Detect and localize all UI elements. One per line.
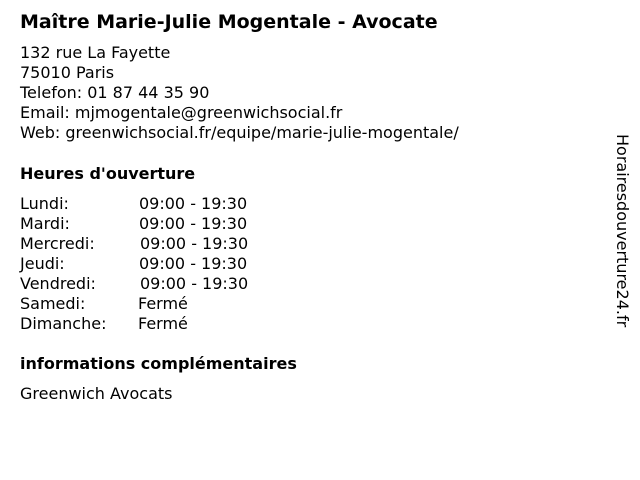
day-hours: Fermé <box>138 294 188 313</box>
day-hours: 09:00 - 19:30 <box>140 274 249 293</box>
day-hours: 09:00 - 19:30 <box>139 194 248 213</box>
day-label: Dimanche: <box>20 314 107 333</box>
additional-info-heading: informations complémentaires <box>20 354 297 373</box>
day-label: Mercredi: <box>20 234 95 253</box>
page-title: Maître Marie-Julie Mogentale - Avocate <box>20 11 438 33</box>
phone-number: Telefon: 01 87 44 35 90 <box>20 83 210 102</box>
email-address: Email: mjmogentale@greenwichsocial.fr <box>20 103 343 122</box>
site-watermark: Horairesdouverture24.fr <box>613 134 632 328</box>
day-label: Vendredi: <box>20 274 96 293</box>
website-url: Web: greenwichsocial.fr/equipe/marie-julie-mogentale/ <box>20 123 459 142</box>
day-label: Lundi: <box>20 194 69 213</box>
day-hours: Fermé <box>138 314 188 333</box>
day-label: Mardi: <box>20 214 70 233</box>
day-hours: 09:00 - 19:30 <box>139 254 248 273</box>
street-address: 132 rue La Fayette <box>20 43 171 62</box>
contact-block <box>20 43 459 143</box>
opening-hours-heading: Heures d'ouverture <box>20 164 196 183</box>
additional-info-text: Greenwich Avocats <box>20 384 173 403</box>
day-label: Samedi: <box>20 294 86 313</box>
city-address: 75010 Paris <box>20 63 115 82</box>
day-label: Jeudi: <box>20 254 65 273</box>
day-hours: 09:00 - 19:30 <box>139 214 248 233</box>
day-hours: 09:00 - 19:30 <box>140 234 249 253</box>
